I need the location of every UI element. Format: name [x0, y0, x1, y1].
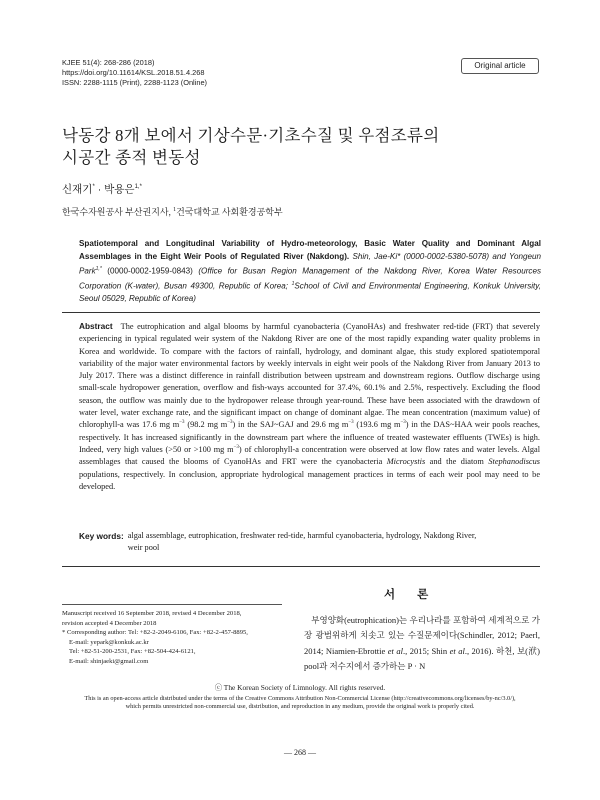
superscript: −3 — [233, 445, 239, 451]
author-separator: · — [94, 183, 105, 196]
footnotes — [62, 609, 290, 667]
article-type-badge: Original article — [461, 58, 539, 74]
superscript: −3 — [348, 420, 354, 426]
abstract-label: Abstract — [79, 321, 113, 331]
intro-text: 부영양화(eutrophication)는 우리나라를 포함하여 세계적으로 가장 광범위하게 치솟고 있는 수질문제이다(Schindler, 2012; Paerl, 2014; Niamien-Ebrottie — [304, 615, 540, 656]
keywords — [79, 530, 540, 555]
intro-italic: et al — [449, 645, 465, 656]
affiliation-1: 한국수자원공사 부산권지사, — [62, 207, 174, 217]
keywords-label: Key words: — [79, 531, 124, 541]
taxon-name: Microcystis — [386, 457, 426, 467]
english-affiliation-mark: 1 — [291, 281, 295, 288]
superscript: −3 — [400, 420, 406, 426]
abstract-text: The eutrophication and algal blooms by harmful cyanobacteria (CyanoHAs) and freshwater red-tide (FRT) that severely experiencing in typical regulated weir system of the Nakdong River are one of the most rapidly expanding water quality problems in Korea and worldwide. To compare with the factors of rainfall, hydrology, and dominant algae, this study explored spatiotemporal variability of the major water environmental factors by weekly intervals in eight weir pools of the Nakdong River from January 2013 to July 2017. There was a distinct difference in rainfall distribution between upstream and downstream regions. Outflow discharge using small-scale hydropower generation, overflow and fish-ways accounted for 37.4%, 60.1% and 2.5%, respectively. Excluding the flood season, the outflow was mainly due to the hydropower release through year-round. These have been associated with the drawdown of water level, water exchange rate, and the significant impact on change of dominant algae. The mean concentration (maximum value) of chlorophyll-a was 17.6 mg m — [79, 322, 540, 430]
affiliation-2: 건국대학교 사회환경공학부 — [176, 207, 283, 217]
english-affiliation-2: School of Civil and Environmental Engineering, Konkuk University, Seoul 05029, Republic of Korea) — [79, 281, 541, 304]
abstract-text: (193.6 mg m — [353, 420, 401, 430]
authors-korean — [62, 180, 142, 197]
footnote-email-2: E-mail: shinjaeki@gmail.com — [69, 657, 149, 665]
title-line-1: 낙동강 8개 보에서 기상수문·기초수질 및 우점조류의 — [62, 126, 440, 145]
abstract-text: ) in the DAS~HAA weir pools reaches, respectively. It has increased significantly in the downstream part where the influence of treated wastewater effluents (TWEs) is high. Indeed, very high values (>50 or >100 mg m — [79, 420, 540, 454]
journal-citation: KJEE 51(4): 268-286 (2018) — [62, 58, 155, 67]
affiliations-korean — [62, 204, 283, 218]
intro-text: ., 2015; Shin — [403, 645, 450, 656]
english-title-block — [79, 238, 541, 306]
abstract-text: ) of chlorophyll-a concentration were observed at low flow rates and water levels. Algal assemblages that caused the blooms of CyanoHAs and FRT were the cyanobacteria — [79, 444, 541, 467]
footnote-email-1: E-mail: yepark@konkuk.ac.kr — [69, 638, 149, 646]
license-line-2: which permits unrestricted non-commercial use, distribution, and reproduction in any medium, provide the original work is properly cited. — [125, 703, 475, 711]
footnote-phone-2: Tel: +82-51-200-2531, Fax: +82-504-424-6121, — [69, 648, 196, 656]
english-authors-1: Shin, Jae-Ki* (0000-0002-5380-5078) and Yongeun Park — [79, 251, 541, 276]
page-number: — 268 — — [284, 748, 316, 757]
abstract-text: populations, respectively. In conclusion, appropriate hydrological management practices in terms of each weir pool may need to be developed. — [79, 469, 540, 491]
abstract-text: (98.2 mg m — [184, 420, 228, 430]
issn: ISSN: 2288-1115 (Print), 2288-1123 (Online) — [62, 78, 208, 88]
affiliation-2-mark: 1 — [173, 207, 177, 213]
footnote-received: Manuscript received 16 September 2018, revised 4 December 2018, — [62, 610, 242, 617]
footnote-divider — [62, 604, 282, 605]
doi-link[interactable]: https://doi.org/10.11614/KSL.2018.51.4.268 — [62, 68, 205, 78]
english-title: Spatiotemporal and Longitudinal Variability of Hydro-meteorology, Basic Water Quality and Dominant Algal Assemblages in the Eight Weir Pools of Regulated River (Nakdong). — [79, 239, 541, 261]
english-authors-mark: 1,* — [95, 266, 102, 272]
abstract-text: and the diatom — [425, 457, 489, 467]
intro-italic: et al — [387, 645, 403, 656]
keywords-text: algal assemblage, eutrophication, freshwater red-tide, harmful cyanobacteria, hydrology, Nakdong River, weir pool — [127, 531, 477, 553]
taxon-name: Stephanodiscus — [488, 457, 540, 467]
superscript: −3 — [179, 420, 185, 426]
english-authors-2: (0000-0002-1959-0843) — [101, 266, 199, 276]
author-1-mark: * — [92, 184, 95, 190]
introduction-paragraph — [304, 613, 540, 674]
author-2-mark: 1,* — [134, 184, 142, 190]
license-line-1: This is an open-access article distributed under the terms of the Creative Commons Attribution Non-Commercial License (http://creativecommons.org/licenses/by-nc/3.0/), — [84, 694, 516, 702]
section-heading-introduction: 서론 — [384, 589, 451, 601]
author-2: 박용은 — [104, 183, 135, 196]
footnote-corresponding: * Corresponding author: Tel: +82-2-2049-6106, Fax: +82-2-457-8895, — [62, 629, 248, 637]
journal-info — [62, 58, 207, 89]
abstract-bottom-divider — [62, 566, 540, 567]
footnote-accepted: revision accepted 4 December 2018 — [62, 619, 157, 627]
article-title-korean — [62, 125, 532, 169]
english-affiliation-1: (Office for Busan Region Management of the Nakdong River, Korea Water Resources Corporation (K-water), Busan 49300, Republic of Korea; — [79, 266, 541, 291]
copyright-notice — [40, 684, 560, 712]
copyright-line: ⓒ The Korean Society of Limnology. All rights reserved. — [214, 683, 386, 692]
abstract-top-divider — [62, 312, 540, 313]
author-1: 신재기 — [62, 183, 93, 196]
abstract — [79, 320, 540, 493]
abstract-text: ) in the SAJ~GAJ and 29.6 mg m — [232, 420, 349, 430]
superscript: −3 — [227, 420, 233, 426]
title-line-2: 시공간 종적 변동성 — [62, 148, 201, 167]
intro-text: ., 2016). 하천, 보(洑) pool과 저수지에서 증가하는 P · N — [304, 645, 541, 671]
